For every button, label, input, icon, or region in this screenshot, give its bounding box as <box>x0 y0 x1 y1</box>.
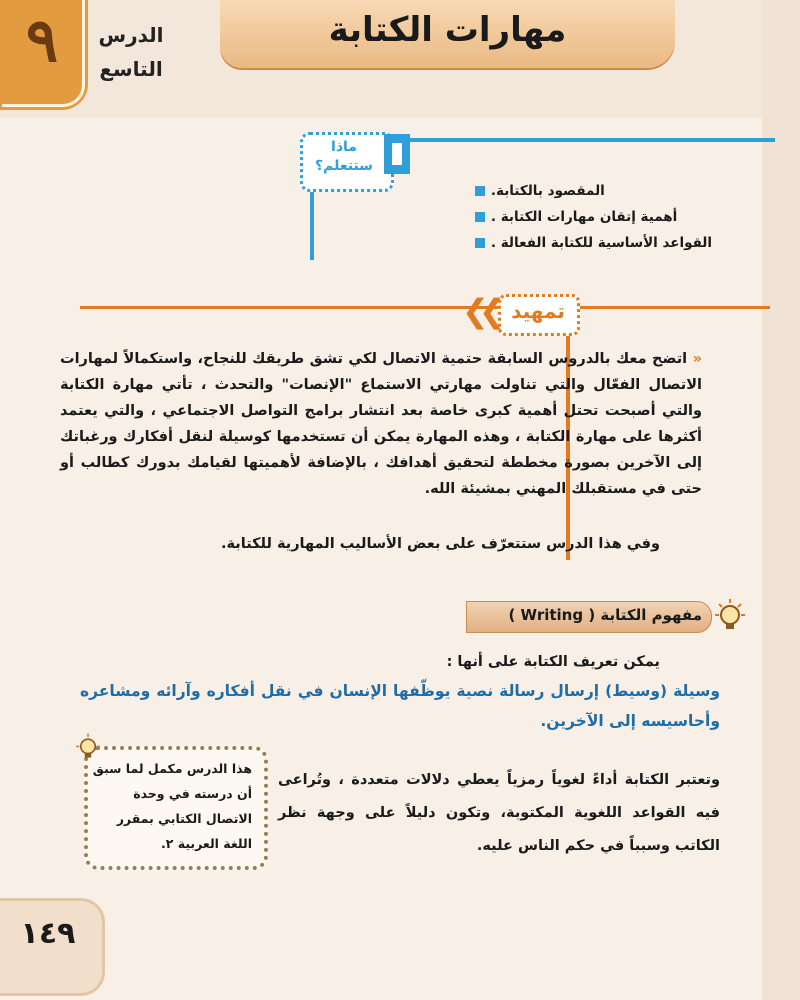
intro-divider <box>80 306 770 309</box>
lesson-label-line1: الدرس <box>98 23 164 47</box>
lesson-label-line2: التاسع <box>99 57 163 81</box>
intro-badge-label: تمهيد <box>511 299 565 323</box>
title-banner <box>220 0 675 68</box>
square-bullet-icon <box>475 186 485 196</box>
square-bullet-icon <box>475 212 485 222</box>
page-number: ١٤٩ <box>20 916 76 951</box>
objectives-list <box>475 178 712 256</box>
lesson-label <box>92 18 170 86</box>
objective-text: القواعد الأساسية للكتابة الفعالة . <box>490 235 712 251</box>
definition-intro: يمكن تعريف الكتابة على أنها : <box>446 654 660 670</box>
section-body: وتعتبر الكتابة أداءً لغوياً رمزياً يعطي دلالات متعددة ، وتُراعى فيه القواعد اللغوية المكتوبة، وتكون دليلاً على وجهة نظر الكاتب وسبباً في حكم الناس عليه. <box>278 772 720 854</box>
double-chevron-icon: « <box>692 351 702 367</box>
intro-paragraph <box>60 346 702 502</box>
lightbulb-icon <box>710 597 750 637</box>
objective-item <box>475 230 712 256</box>
objective-item <box>475 204 712 230</box>
lesson-number: ٩ <box>25 6 59 76</box>
objective-item <box>475 178 712 204</box>
objective-text: المقصود بالكتابة. <box>490 183 605 199</box>
objectives-badge-line1: ماذا <box>331 139 357 155</box>
note-text: هذا الدرس مكمل لما سبق أن درسته في وحدة الاتصال الكتابي بمقرر اللغة العربية ٢. <box>92 761 252 851</box>
definition-text: وسيلة (وسيط) إرسال رسالة نصية يوظّفها الإنسان في نقل أفكاره وآرائه ومشاعره وأحاسيسه إلى الآخرين. <box>80 682 720 730</box>
intro-closing: وفي هذا الدرس ستتعرّف على بعض الأساليب المهارية للكتابة. <box>221 536 660 552</box>
square-bullet-icon <box>475 238 485 248</box>
double-chevron-icon: ❮❮ <box>462 292 496 330</box>
objectives-tab-inner <box>392 143 402 165</box>
objective-text: أهمية إتقان مهارات الكتابة . <box>490 209 678 225</box>
objectives-badge-line2: ستتعلم؟ <box>315 158 373 174</box>
page-margin-strip <box>762 0 800 1000</box>
objectives-badge-label <box>304 138 384 176</box>
section-title: مفهوم الكتابة ( Writing ) <box>508 606 702 624</box>
page-title: مهارات الكتابة <box>328 10 567 50</box>
intro-paragraph-text: اتضح معك بالدروس السابقة حتمية الاتصال لكي تشق طريقك للنجاح، واستكمالاً لمهارات الاتصال الفعّال والتي تناولت مهارتي الاستماع "الإنصات" والتحدث ، تأتي مهارة الكتابة والتي أصبحت تحتل أهمية كبرى خاصة بعد انتشار برامج التواصل الاجتماعي ، والتي يعتمد أكثرها على مهارة الكتابة ، وهذه المهارة يمكن أن تستخدمها كوسيلة لنقل أفكارك ورغباتك إلى الآخرين بصورة مخططة لتحقيق أهدافك ، بالإضافة لأهميتها لقيامك بدورك كطالب أو حتى في مستقبلك المهني بمشيئة الله. <box>60 351 702 497</box>
